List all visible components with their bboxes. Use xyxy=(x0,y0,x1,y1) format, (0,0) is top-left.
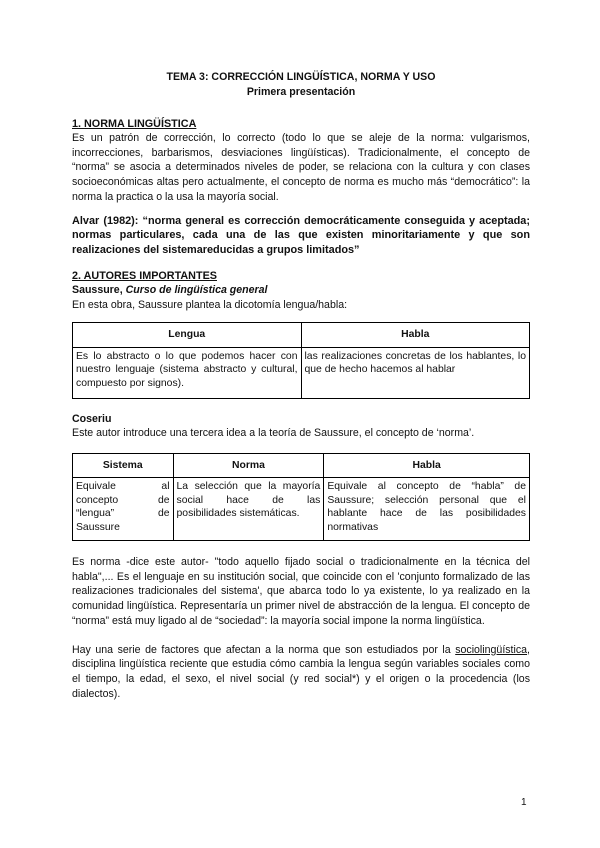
paragraph-text: , disciplina lingüística reciente que estudia cómo cambia la lengua según variables sociales como el tiempo, la edad, el sexo, el nivel social (y red social*) y el origen o la procedencia (los dialectos). xyxy=(72,643,530,700)
alvar-quote: Alvar (1982): “norma general es corrección democráticamente conseguida y aceptada; normas particulares, cada una de las que existen minoritariamente y que son realizaciones del sistemareducidas a grupos limitados” xyxy=(72,214,530,256)
coseriu-heading: Coseriu xyxy=(72,412,112,425)
saussure-table xyxy=(72,322,530,399)
saussure-table-row xyxy=(73,347,530,398)
document-title: TEMA 3: CORRECCIÓN LINGÜÍSTICA, NORMA Y USO xyxy=(166,71,436,83)
table-cell: Es lo abstracto o lo que podemos hacer con nuestro lenguaje (sistema abstracto y cultural, compuesto por signos). xyxy=(73,347,302,398)
page-number: 1 xyxy=(521,797,527,808)
coseriu-intro: Este autor introduce una tercera idea a la teoría de Saussure, el concepto de ‘norma’. xyxy=(72,427,475,440)
table-header-cell: Sistema xyxy=(73,453,174,478)
table-header-cell: Lengua xyxy=(73,323,302,348)
saussure-heading xyxy=(72,283,530,298)
coseriu-table-row xyxy=(73,478,530,541)
saussure-intro: En esta obra, Saussure plantea la dicotomía lengua/habla: xyxy=(72,298,348,311)
sociolinguistica-link[interactable]: sociolingüística xyxy=(455,643,528,656)
section-heading-autores: 2. AUTORES IMPORTANTES xyxy=(72,270,217,283)
table-cell: Equivale al concepto de “lengua” de Saussure xyxy=(73,478,174,541)
norma-definition-paragraph: Es norma -dice este autor- "todo aquello fijado social o tradicionalmente en la técnica del habla",... Es el lenguaje en su institución social, que coincide con el 'conjunto formalizado de las realizaciones tradicionales del sistema', que abarca todo lo ya existente, lo ya realizado en la comunidad lingüística. Representaría un primer nivel de abstracción de la lengua. El concepto de “norma” está muy ligado al de “sociedad”: la mayoría social impone la norma lingüística. xyxy=(72,556,530,627)
section-heading-norma: 1. NORMA LINGÜÍSTICA xyxy=(72,118,197,130)
paragraph-text: Hay una serie de factores que afectan a la norma que son estudiados por la xyxy=(72,643,456,656)
coseriu-table xyxy=(72,453,530,542)
table-cell: las realizaciones concretas de los hablantes, lo que de hecho hacemos al hablar xyxy=(301,347,530,398)
table-cell: La selección que la mayoría social hace de las posibilidades sistemáticas. xyxy=(173,478,324,541)
norma-paragraph: Es un patrón de corrección, lo correcto (todo lo que se aleje de la norma: vulgarismos, incorrecciones, barbarismos, desviaciones lingüísticas). Tradicionalmente, el concepto de “norma” se asocia a determinados niveles de poder, se relaciona con la cultura y con clases socioeconómicas altas pero actualmente, el concepto de norma es mucho más “democrático”: la norma la practica o la usa la mayoría social. xyxy=(72,132,530,203)
table-header-cell: Habla xyxy=(301,323,530,348)
page-content xyxy=(72,70,530,701)
table-header-cell: Norma xyxy=(173,453,324,478)
saussure-author: Saussure, xyxy=(72,284,123,297)
sociolinguistica-paragraph xyxy=(72,643,530,702)
table-cell: Equivale al concepto de “habla” de Saussure; selección personal que el hablante hace de las posibilidades normativas xyxy=(324,478,530,541)
document-subtitle: Primera presentación xyxy=(246,86,356,98)
saussure-table-header xyxy=(73,323,530,348)
saussure-work: Curso de lingüística general xyxy=(125,284,268,297)
coseriu-table-header xyxy=(73,453,530,478)
table-header-cell: Habla xyxy=(324,453,530,478)
